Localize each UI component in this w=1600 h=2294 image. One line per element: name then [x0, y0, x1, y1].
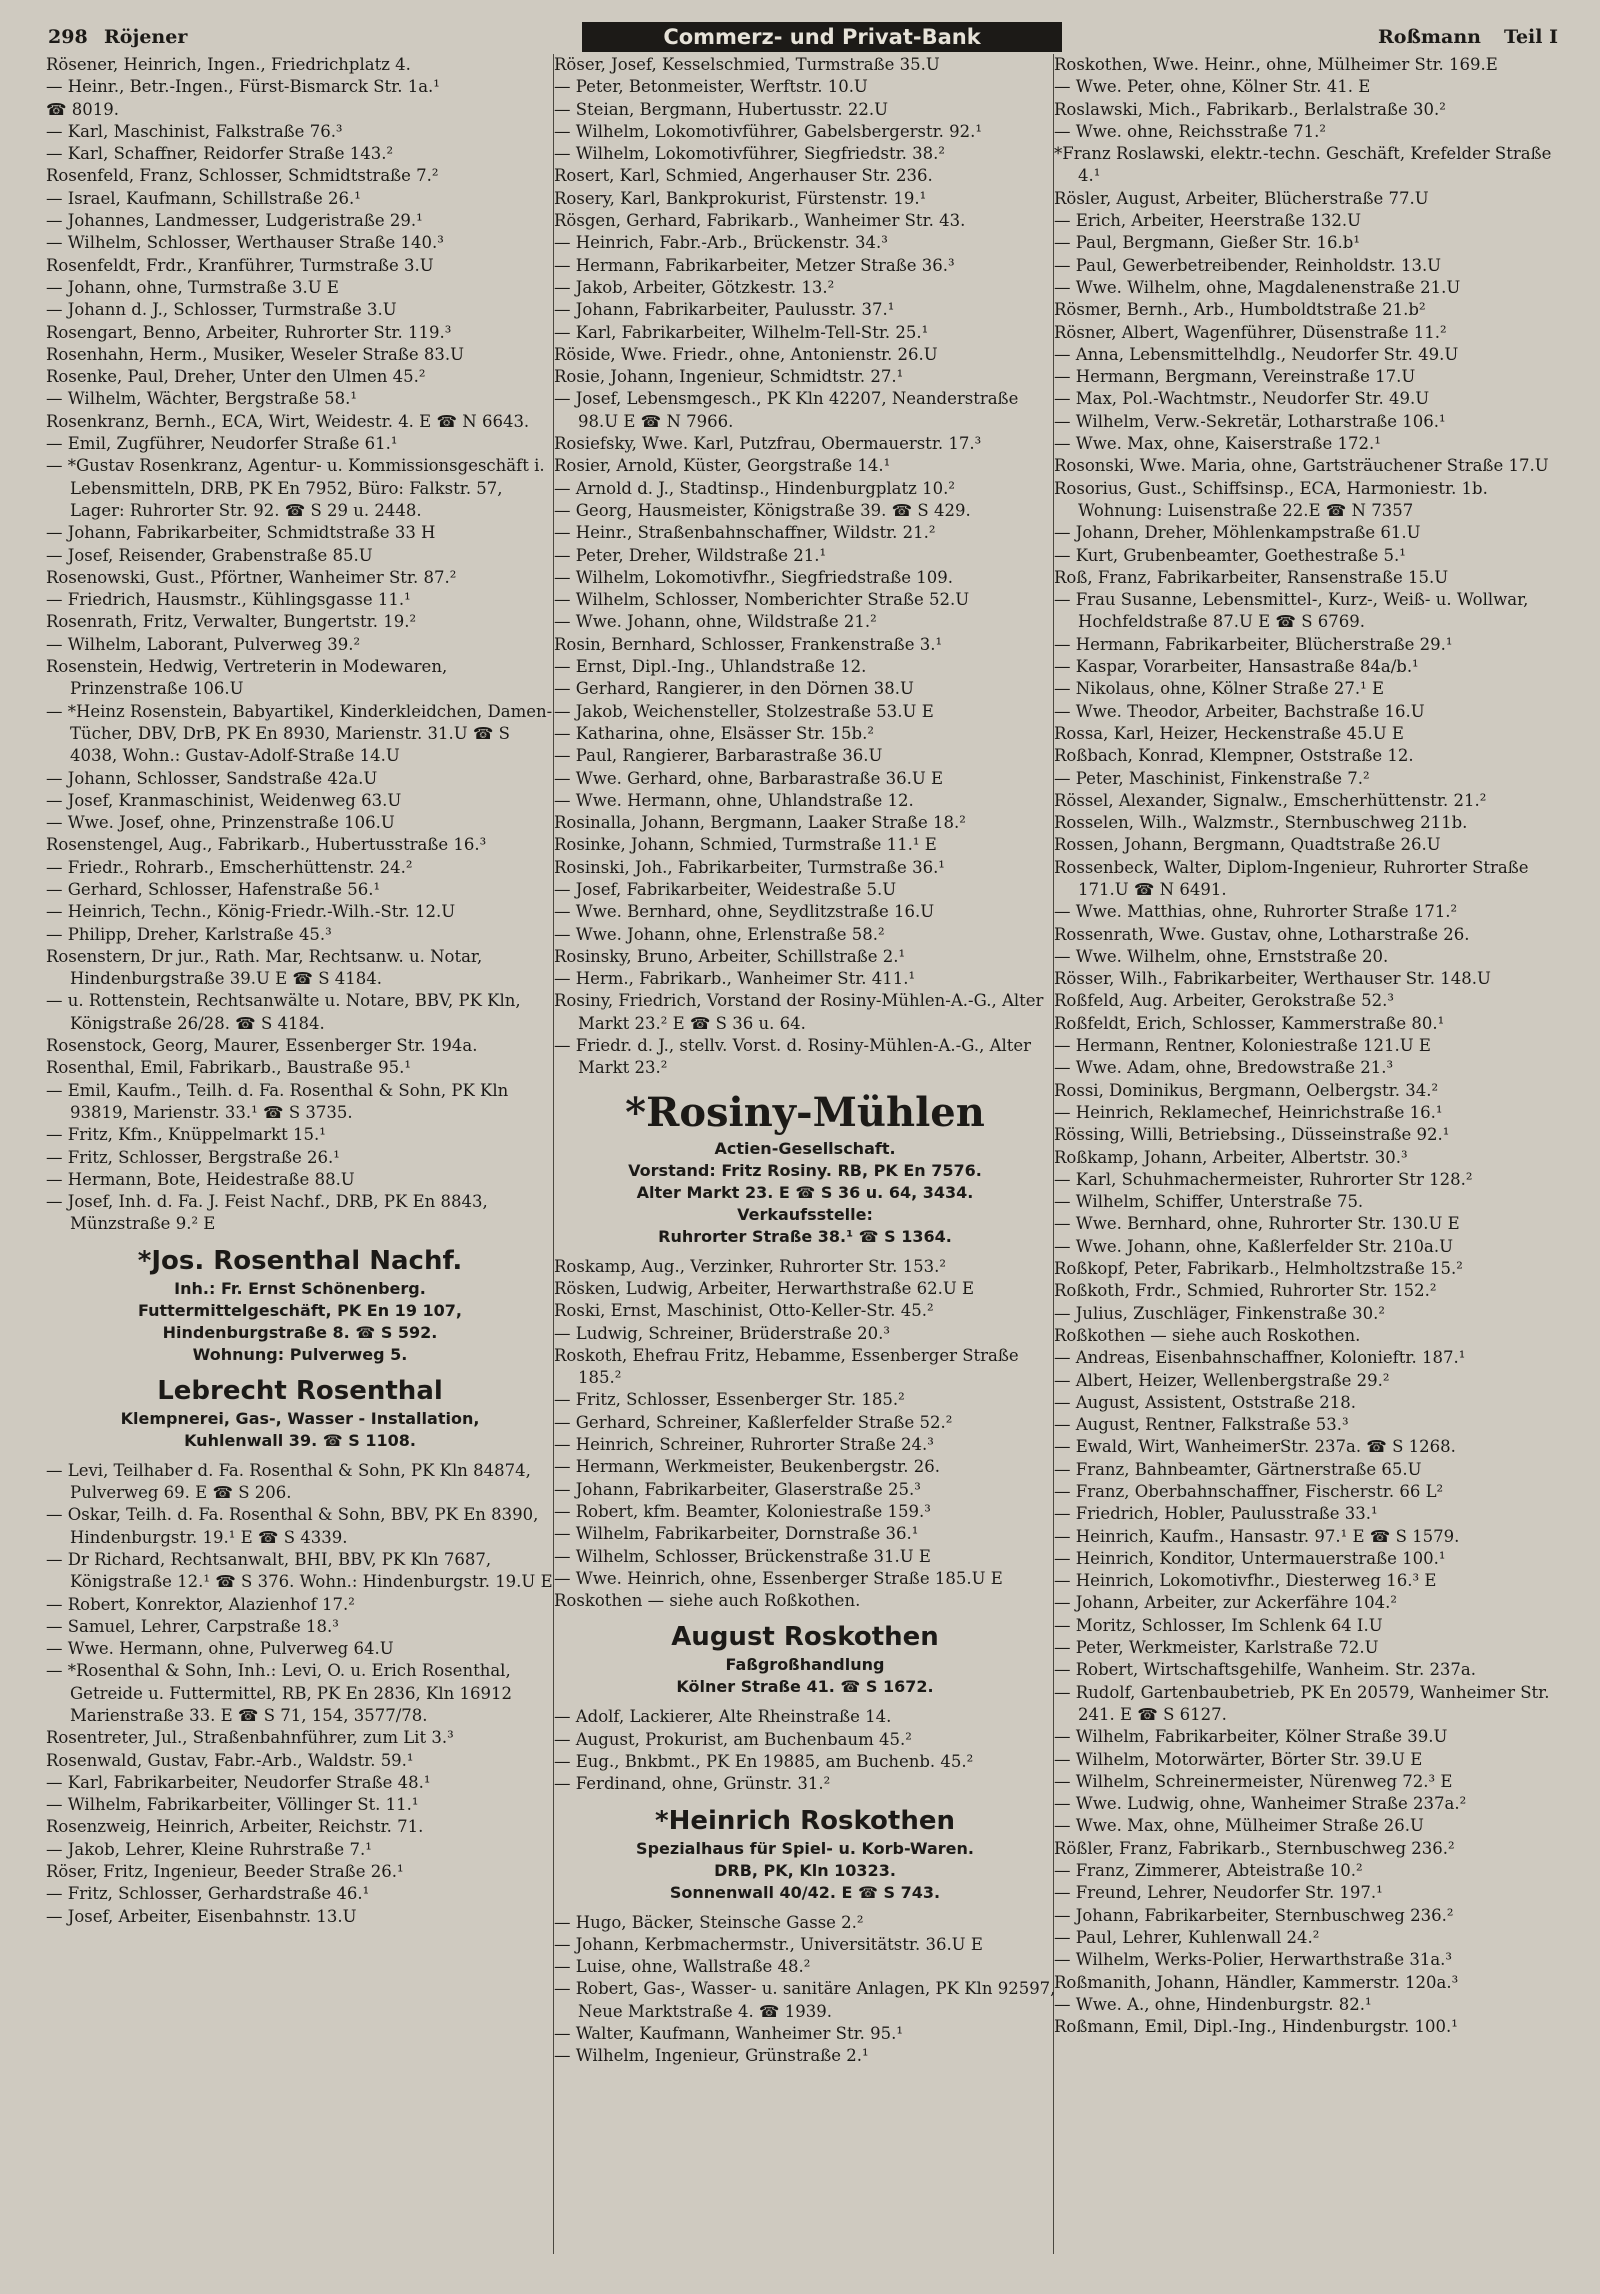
directory-entry: — Luise, ohne, Wallstraße 48.² [554, 1957, 811, 1977]
directory-entry: — Fritz, Schlosser, Gerhardstraße 46.¹ [46, 1884, 370, 1904]
directory-entry: — Wilhelm, Motorwärter, Börter Str. 39.U E [1054, 1749, 1423, 1769]
directory-entry: — Oskar, Teilh. d. Fa. Rosenthal & Sohn, BBV, PK En 8390, Hindenburgstr. 19.¹ E ☎ S 4339. [46, 1505, 539, 1547]
directory-entry: Rosenwald, Gustav, Fabr.-Arb., Waldstr. 59.¹ [46, 1750, 414, 1770]
directory-entry: — Fritz, Schlosser, Bergstraße 26.¹ [46, 1147, 340, 1167]
directory-entry: — Wwe. Johann, ohne, Kaßlerfelder Str. 210a.U [1054, 1236, 1453, 1256]
directory-entry: Roß, Franz, Fabrikarbeiter, Ransenstraße 15.U [1054, 567, 1449, 587]
ad-title: August Roskothen [671, 1622, 939, 1653]
directory-entry: — August, Assistent, Oststraße 218. [1054, 1392, 1357, 1412]
directory-entry: Rosin, Bernhard, Schlosser, Frankenstraße 3.¹ [554, 634, 943, 654]
directory-entry: — Wwe. A., ohne, Hindenburgstr. 82.¹ [1054, 1994, 1372, 2014]
directory-entry: — Robert, Gas-, Wasser- u. sanitäre Anlagen, PK Kln 92597, Neue Marktstraße 4. ☎ 1939. [554, 1979, 1056, 2021]
directory-entry: — Frau Susanne, Lebensmittel-, Kurz-, Weiß- u. Wollwar, Hochfeldstraße 87.U E ☎ S 6769. [1054, 590, 1529, 632]
directory-entry: Rosinsky, Bruno, Arbeiter, Schillstraße 2.¹ [554, 946, 906, 966]
directory-entry: — Herm., Fabrikarb., Wanheimer Str. 411.¹ [554, 969, 916, 989]
directory-entry: Roßkamp, Johann, Arbeiter, Albertstr. 30.³ [1054, 1147, 1408, 1167]
directory-entry: — Heinrich, Fabr.-Arb., Brückenstr. 34.³ [554, 233, 888, 253]
directory-entry: — Wwe. Theodor, Arbeiter, Bachstraße 16.U [1054, 701, 1425, 721]
directory-entry: — Andreas, Eisenbahnschaffner, Kolonieftr. 187.¹ [1054, 1348, 1466, 1368]
directory-entry: — Wwe. Peter, ohne, Kölner Str. 41. E [1054, 77, 1371, 97]
ad-line: Verkaufsstelle: [737, 1204, 873, 1224]
directory-entry: — Samuel, Lehrer, Carpstraße 18.³ [46, 1616, 339, 1636]
directory-entry: — Nikolaus, ohne, Kölner Straße 27.¹ E [1054, 679, 1384, 699]
directory-entry: — Heinrich, Konditor, Untermauerstraße 100.¹ [1054, 1548, 1446, 1568]
directory-entry: — Wilhelm, Ingenieur, Grünstraße 2.¹ [554, 2046, 869, 2066]
directory-entry: Rosenrath, Fritz, Verwalter, Bungertstr. 19.² [46, 612, 417, 632]
ad-line: Hindenburgstraße 8. ☎ S 592. [162, 1322, 438, 1342]
directory-entry: Roski, Ernst, Maschinist, Otto-Keller-Str. 45.² [554, 1301, 934, 1321]
directory-entry: — Johann, Dreher, Möhlenkampstraße 61.U [1054, 523, 1421, 543]
ad-title: Lebrecht Rosenthal [157, 1375, 443, 1406]
directory-entry: Rosenowski, Gust., Pförtner, Wanheimer Str. 87.² [46, 567, 457, 587]
directory-entry: Roßfeldt, Erich, Schlosser, Kammerstraße 80.¹ [1054, 1013, 1445, 1033]
ad-line: Kuhlenwall 39. ☎ S 1108. [184, 1430, 416, 1450]
ad-line: Inh.: Fr. Ernst Schönenberg. [174, 1278, 426, 1298]
directory-entry: — Arnold d. J., Stadtinsp., Hindenburgplatz 10.² [554, 478, 955, 498]
directory-entry: — Karl, Maschinist, Falkstraße 76.³ [46, 121, 343, 141]
directory-entry: — Josef, Inh. d. Fa. J. Feist Nachf., DRB, PK En 8843, Münzstraße 9.² E [46, 1192, 488, 1234]
directory-entry: — Josef, Reisender, Grabenstraße 85.U [46, 545, 373, 565]
directory-entry: — Wwe. Wilhelm, ohne, Magdalenenstraße 21.U [1054, 277, 1461, 297]
directory-entry: — Wwe. Max, ohne, Kaiserstraße 172.¹ [1054, 434, 1381, 454]
column-right [1054, 54, 1554, 2254]
directory-entry: — Heinrich, Lokomotivfhr., Diesterweg 16.³ E [1054, 1571, 1437, 1591]
directory-entry: — Friedr., Rohrarb., Emscherhüttenstr. 24.² [46, 857, 413, 877]
directory-entry: Rosonski, Wwe. Maria, ohne, Gartsträuchener Straße 17.U [1054, 456, 1549, 476]
directory-entry: — Peter, Betonmeister, Werftstr. 10.U [554, 77, 868, 97]
directory-entry: — Israel, Kaufmann, Schillstraße 26.¹ [46, 188, 361, 208]
directory-entry: — Johann, Fabrikarbeiter, Schmidtstraße 33 H [46, 523, 436, 543]
directory-entry: Rosier, Arnold, Küster, Georgstraße 14.¹ [554, 456, 891, 476]
directory-entry: — Johann, Kerbmachermstr., Universitätstr. 36.U E [554, 1934, 983, 1954]
directory-entry: Rosenfeldt, Frdr., Kranführer, Turmstraße 3.U [46, 255, 434, 275]
directory-entry: — Josef, Arbeiter, Eisenbahnstr. 13.U [46, 1906, 357, 1926]
directory-entry: — Hermann, Fabrikarbeiter, Blücherstraße 29.¹ [1054, 634, 1453, 654]
directory-entry: Roßmann, Emil, Dipl.-Ing., Hindenburgstr. 100.¹ [1054, 2017, 1458, 2037]
directory-entry: Rossenrath, Wwe. Gustav, ohne, Lotharstraße 26. [1054, 924, 1470, 944]
directory-entry: Röside, Wwe. Friedr., ohne, Antonienstr. 26.U [554, 344, 938, 364]
directory-entry: — Wilhelm, Fabrikarbeiter, Völlinger St. 11.¹ [46, 1795, 419, 1815]
directory-entry: Rösser, Wilh., Fabrikarbeiter, Werthauser Str. 148.U [1054, 969, 1491, 989]
directory-entry: — Levi, Teilhaber d. Fa. Rosenthal & Sohn, PK Kln 84874, Pulverweg 69. E ☎ S 206. [46, 1460, 531, 1503]
directory-entry: Röser, Josef, Kesselschmied, Turmstraße 35.U [554, 55, 940, 74]
directory-entry: Rossenbeck, Walter, Diplom-Ingenieur, Ruhrorter Straße 171.U ☎ N 6491. [1054, 857, 1529, 899]
ad-line: Wohnung: Pulverweg 5. [192, 1344, 408, 1364]
directory-entry: — Paul, Lehrer, Kuhlenwall 24.² [1054, 1927, 1320, 1947]
directory-entry: Rosenthal, Emil, Fabrikarb., Baustraße 95.¹ [46, 1058, 412, 1078]
directory-entry: — Wwe. Wilhelm, ohne, Ernststraße 20. [1054, 946, 1389, 966]
directory-entry: Rössing, Willi, Betriebsing., Düsseinstraße 92.¹ [1054, 1125, 1450, 1145]
page-header [48, 22, 1558, 56]
directory-entry: Rösken, Ludwig, Arbeiter, Herwarthstraße 62.U E [554, 1278, 975, 1298]
directory-entry: Rossa, Karl, Heizer, Heckenstraße 45.U E [1054, 723, 1404, 743]
directory-entry: — Paul, Gewerbetreibender, Reinholdstr. 13.U [1054, 255, 1442, 275]
directory-entry: — Wwe. Johann, ohne, Erlenstraße 58.² [554, 924, 885, 944]
directory-entry: — Hermann, Werkmeister, Beukenbergstr. 26. [554, 1457, 940, 1477]
directory-entry: — Ferdinand, ohne, Grünstr. 31.² [554, 1774, 831, 1794]
directory-entry: — Franz, Zimmerer, Abteistraße 10.² [1054, 1861, 1363, 1881]
directory-entry: *Franz Roslawski, elektr.-techn. Geschäft, Krefelder Straße 4.¹ [1054, 144, 1552, 186]
directory-entry: — Karl, Schaffner, Reidorfer Straße 143.² [46, 144, 394, 164]
page-number: 298 [48, 26, 88, 48]
ad-line: Sonnenwall 40/42. E ☎ S 743. [669, 1882, 941, 1902]
ad-line: Faßgroßhandlung [725, 1655, 885, 1675]
directory-entry: — Jakob, Arbeiter, Götzkestr. 13.² [554, 277, 835, 297]
directory-entry: Rosenstengel, Aug., Fabrikarb., Hubertusstraße 16.³ [46, 835, 487, 855]
directory-entry: — Hermann, Bote, Heidestraße 88.U [46, 1169, 355, 1189]
bank-banner: Commerz- und Privat-Bank [582, 22, 1062, 52]
directory-entry: — Emil, Zugführer, Neudorfer Straße 61.¹ [46, 434, 398, 454]
directory-entry: Rösner, Albert, Wagenführer, Düsenstraße 11.² [1054, 322, 1447, 342]
directory-entry: Rosenke, Paul, Dreher, Unter den Ulmen 45.² [46, 367, 426, 387]
directory-entry: — Paul, Bergmann, Gießer Str. 16.b¹ [1054, 233, 1360, 253]
directory-entry: — Heinr., Betr.-Ingen., Fürst-Bismarck Str. 1a.¹ [46, 77, 440, 97]
directory-entry: Rössel, Alexander, Signalw., Emscherhüttenstr. 21.² [1054, 790, 1487, 810]
directory-entry: Rösmer, Bernh., Arb., Humboldtstraße 21.b² [1054, 300, 1426, 320]
directory-entry: Roßmanith, Johann, Händler, Kammerstr. 120a.³ [1054, 1972, 1459, 1992]
directory-entry: — Robert, kfm. Beamter, Koloniestraße 159.³ [554, 1501, 931, 1521]
directory-entry: Roskamp, Aug., Verzinker, Ruhrorter Str. 153.² [554, 1256, 946, 1276]
directory-entry: — Wwe. Matthias, ohne, Ruhrorter Straße 171.² [1054, 902, 1458, 922]
directory-entry: — Wilhelm, Schlosser, Brückenstraße 31.U E [554, 1546, 931, 1566]
directory-entry: Rossi, Dominikus, Bergmann, Oelbergstr. 34.² [1054, 1080, 1439, 1100]
directory-entry: — Eug., Bnkbmt., PK En 19885, am Buchenb. 45.² [554, 1752, 974, 1771]
directory-entry: — Wilhelm, Fabrikarbeiter, Dornstraße 36.¹ [554, 1524, 919, 1544]
directory-entry: Rösler, August, Arbeiter, Blücherstraße 77.U [1054, 188, 1429, 208]
directory-entry: — Albert, Heizer, Wellenbergstraße 29.² [1054, 1370, 1390, 1390]
ad-line: Vorstand: Fritz Rosiny. RB, PK En 7576. [628, 1160, 982, 1180]
directory-entry: Rosiny, Friedrich, Vorstand der Rosiny-Mühlen-A.-G., Alter Markt 23.² E ☎ S 36 u. 64. [554, 991, 1044, 1033]
directory-entry: — Wilhelm, Verw.-Sekretär, Lotharstraße 106.¹ [1054, 411, 1446, 431]
directory-entry: Rosenhahn, Herm., Musiker, Weseler Straße 83.U [46, 344, 465, 364]
directory-entry: — Wwe. ohne, Reichsstraße 71.² [1054, 121, 1327, 141]
ad-line: DRB, PK, Kln 10323. [714, 1860, 896, 1880]
directory-entry: — Johann, ohne, Turmstraße 3.U E [46, 277, 339, 297]
directory-entry: — Wwe. Hermann, ohne, Pulverweg 64.U [46, 1639, 394, 1659]
section-label: Teil I [1504, 26, 1558, 48]
directory-entry: — Wilhelm, Fabrikarbeiter, Kölner Straße 39.U [1054, 1727, 1448, 1747]
directory-entry: — Wilhelm, Lokomotivfhr., Siegfriedstraße 109. [554, 567, 954, 587]
directory-entry: — Wwe. Heinrich, ohne, Essenberger Straße 185.U E [554, 1568, 1003, 1588]
directory-entry: — Johann, Fabrikarbeiter, Sternbuschweg 236.² [1054, 1905, 1454, 1925]
directory-entry: — Kaspar, Vorarbeiter, Hansastraße 84a/b.¹ [1054, 657, 1419, 677]
directory-entry: — Wwe. Adam, ohne, Bredowstraße 21.³ [1054, 1058, 1394, 1078]
ad-line: Spezialhaus für Spiel- u. Korb-Waren. [636, 1838, 974, 1858]
directory-entry: — Heinr., Straßenbahnschaffner, Wildstr. 21.² [554, 523, 936, 543]
directory-entry: — Wilhelm, Laborant, Pulverweg 39.² [46, 634, 361, 654]
directory-entry: — Ernst, Dipl.-Ing., Uhlandstraße 12. [554, 657, 867, 677]
ad-title: *Rosiny-Mühlen [625, 1088, 985, 1136]
directory-entry: — Paul, Rangierer, Barbarastraße 36.U [554, 746, 883, 766]
directory-entry: — Kurt, Grubenbeamter, Goethestraße 5.¹ [1054, 545, 1406, 565]
directory-entry: — Wwe. Johann, ohne, Wildstraße 21.² [554, 612, 877, 632]
directory-entry: — Karl, Fabrikarbeiter, Neudorfer Straße 48.¹ [46, 1772, 431, 1792]
directory-entry: Rosenfeld, Franz, Schlosser, Schmidtstraße 7.² [46, 166, 439, 186]
directory-entry: Rosenstock, Georg, Maurer, Essenberger Str. 194a. [46, 1036, 478, 1056]
directory-entry: Rossen, Johann, Bergmann, Quadtstraße 26.U [1054, 835, 1441, 855]
directory-entry: — August, Rentner, Falkstraße 53.³ [1054, 1415, 1349, 1435]
directory-entry: — Friedrich, Hobler, Paulusstraße 33.¹ [1054, 1504, 1378, 1524]
directory-entry: — Gerhard, Schreiner, Kaßlerfelder Straße 52.² [554, 1412, 953, 1432]
right-catchword: Roßmann [1378, 26, 1481, 48]
directory-entry: Rösgen, Gerhard, Fabrikarb., Wanheimer Str. 43. [554, 211, 966, 231]
directory-entry: — Karl, Schuhmachermeister, Ruhrorter Str 128.² [1054, 1169, 1473, 1189]
directory-entry: — Peter, Maschinist, Finkenstraße 7.² [1054, 768, 1370, 788]
directory-entry: — Peter, Dreher, Wildstraße 21.¹ [554, 545, 827, 565]
directory-entry: — Adolf, Lackierer, Alte Rheinstraße 14. [554, 1707, 892, 1727]
directory-entry: — Dr Richard, Rechtsanwalt, BHI, BBV, PK Kln 7687, Königstraße 12.¹ ☎ S 376. Wohn.: Hindenburgstr. 19.U E [46, 1549, 553, 1592]
ad-line: Actien-Gesellschaft. [714, 1138, 896, 1158]
directory-entry: Rosinke, Johann, Schmied, Turmstraße 11.¹ E [554, 835, 937, 855]
directory-entry: — Gerhard, Rangierer, in den Dörnen 38.U [554, 679, 914, 699]
ad-line: Kölner Straße 41. ☎ S 1672. [676, 1677, 934, 1697]
directory-entry: Roßkothen — siehe auch Roskothen. [1054, 1325, 1361, 1345]
directory-entry: — Moritz, Schlosser, Im Schlenk 64 I.U [1054, 1615, 1383, 1635]
directory-entry: — Johann, Fabrikarbeiter, Paulusstr. 37.¹ [554, 300, 895, 320]
directory-entry: Rößler, Franz, Fabrikarb., Sternbuschweg 236.² [1054, 1838, 1455, 1858]
directory-entry: — Johannes, Landmesser, Ludgeristraße 29.¹ [46, 211, 423, 231]
directory-entry: — Anna, Lebensmittelhdlg., Neudorfer Str. 49.U [1054, 344, 1459, 364]
directory-entry: — Wilhelm, Schlosser, Nomberichter Straße 52.U [554, 590, 970, 610]
directory-entry: — Wilhelm, Schlosser, Werthauser Straße 140.³ [46, 233, 444, 253]
directory-entry: Roskothen, Wwe. Heinr., ohne, Mülheimer Str. 169.E [1054, 55, 1498, 74]
directory-entry: — Ludwig, Schreiner, Brüderstraße 20.³ [554, 1323, 890, 1343]
directory-entry: Rosenstern, Dr jur., Rath. Mar, Rechtsanw. u. Notar, Hindenburgstraße 39.U E ☎ S 4184. [46, 946, 483, 989]
directory-entry: Roslawski, Mich., Fabrikarb., Berlalstraße 30.² [1054, 99, 1446, 119]
ad-line: Klempnerei, Gas-, Wasser - Installation, [120, 1408, 480, 1428]
ad-line: Alter Markt 23. E ☎ S 36 u. 64, 3434. [636, 1182, 974, 1202]
ad-title: *Heinrich Roskothen [654, 1805, 955, 1836]
directory-entry: — Johann, Fabrikarbeiter, Glaserstraße 25.³ [554, 1479, 921, 1499]
ad-line: Futtermittelgeschäft, PK En 19 107, [137, 1300, 462, 1320]
directory-entry: — *Gustav Rosenkranz, Agentur- u. Kommissionsgeschäft i. Lebensmitteln, DRB, PK En 7952, Büro: Falkstr. 57, Lager: Ruhrorter Str. 92. ☎ S 29 u. 2448. [46, 456, 545, 520]
directory-entry: — Freund, Lehrer, Neudorfer Str. 197.¹ [1054, 1883, 1383, 1903]
directory-entry: Rosenkranz, Bernh., ECA, Wirt, Weidestr. 4. E ☎ N 6643. [46, 411, 530, 431]
directory-entry: — Hugo, Bäcker, Steinsche Gasse 2.² [554, 1912, 864, 1932]
directory-entry: — Josef, Lebensmgesch., PK Kln 42207, Neanderstraße 98.U E ☎ N 7966. [554, 389, 1019, 431]
directory-entry: Roßkoth, Frdr., Schmied, Ruhrorter Str. 152.² [1054, 1281, 1437, 1301]
directory-entry: — Philipp, Dreher, Karlstraße 45.³ [46, 924, 332, 944]
directory-entry: — Wwe. Max, ohne, Mülheimer Straße 26.U [1054, 1816, 1424, 1836]
directory-entry: ☎ 8019. [46, 99, 120, 119]
directory-entry: Rosselen, Wilh., Walzmstr., Sternbuschweg 211b. [1054, 813, 1468, 833]
directory-entry: Roßkopf, Peter, Fabrikarb., Helmholtzstraße 15.² [1054, 1259, 1463, 1279]
directory-entry: — Robert, Konrektor, Alazienhof 17.² [46, 1594, 355, 1614]
directory-entry: — Friedrich, Hausmstr., Kühlingsgasse 11.¹ [46, 590, 411, 610]
directory-entry: — Ewald, Wirt, WanheimerStr. 237a. ☎ S 1268. [1054, 1437, 1456, 1457]
column-left [46, 54, 554, 2254]
advertisement-block [554, 1804, 1056, 1904]
directory-entry: Rosengart, Benno, Arbeiter, Ruhrorter Str. 119.³ [46, 322, 452, 342]
left-catchword: Röjener [104, 26, 188, 48]
directory-entry: — Fritz, Schlosser, Essenberger Str. 185.² [554, 1390, 905, 1410]
advertisement-block [554, 1088, 1056, 1248]
directory-entry: — Katharina, ohne, Elsässer Str. 15b.² [554, 723, 874, 743]
directory-entry: — Wilhelm, Lokomotivführer, Gabelsbergerstr. 92.¹ [554, 121, 983, 141]
directory-entry: — Jakob, Lehrer, Kleine Ruhrstraße 7.¹ [46, 1839, 372, 1859]
directory-entry: — Gerhard, Schlosser, Hafenstraße 56.¹ [46, 879, 381, 899]
directory-entry: — *Rosenthal & Sohn, Inh.: Levi, O. u. Erich Rosenthal, Getreide u. Futtermittel, RB, PK En 2836, Kln 16912 Marienstraße 33. E ☎ S 71, 154, 3577/78. [46, 1661, 512, 1725]
directory-entry: Rosorius, Gust., Schiffsinsp., ECA, Harmoniestr. 1b. Wohnung: Luisenstraße 22.E ☎ N 7357 [1054, 478, 1488, 520]
directory-entry: — Franz, Oberbahnschaffner, Fischerstr. 66 L² [1054, 1482, 1444, 1501]
directory-entry: — Rudolf, Gartenbaubetrieb, PK En 20579, Wanheimer Str. 241. E ☎ S 6127. [1054, 1682, 1550, 1724]
directory-entry: — Wilhelm, Werks-Polier, Herwarthstraße 31a.³ [1054, 1950, 1453, 1970]
directory-entry: — Wwe. Josef, ohne, Prinzenstraße 106.U [46, 813, 395, 833]
directory-entry: Rosenzweig, Heinrich, Arbeiter, Reichstr. 71. [46, 1817, 424, 1837]
directory-entry: — Heinrich, Schreiner, Ruhrorter Straße 24.³ [554, 1435, 934, 1455]
advertisement-block [46, 1244, 554, 1366]
directory-entry: — Franz, Bahnbeamter, Gärtnerstraße 65.U [1054, 1459, 1422, 1479]
directory-entry: — August, Prokurist, am Buchenbaum 45.² [554, 1729, 912, 1749]
directory-entry: Rosenstein, Hedwig, Vertreterin in Modewaren, Prinzenstraße 106.U [46, 657, 448, 699]
directory-entry: Roßbach, Konrad, Klempner, Oststraße 12. [1054, 746, 1414, 766]
directory-entry: Rosentreter, Jul., Straßenbahnführer, zum Lit 3.³ [46, 1728, 454, 1748]
directory-entry: — Johann, Arbeiter, zur Ackerfähre 104.² [1054, 1593, 1397, 1613]
directory-entry: — Heinrich, Reklamechef, Heinrichstraße 16.¹ [1054, 1102, 1443, 1122]
directory-entry: — Max, Pol.-Wachtmstr., Neudorfer Str. 49.U [1054, 389, 1430, 409]
directory-entry: — Wilhelm, Schreinermeister, Nürenweg 72.³ E [1054, 1771, 1453, 1791]
directory-entry: — u. Rottenstein, Rechtsanwälte u. Notare, BBV, PK Kln, Königstraße 26/28. ☎ S 4184. [46, 991, 521, 1033]
directory-entry: — Wilhelm, Wächter, Bergstraße 58.¹ [46, 389, 358, 409]
directory-entry: — Hermann, Rentner, Koloniestraße 121.U E [1054, 1036, 1431, 1056]
directory-entry: Röser, Fritz, Ingenieur, Beeder Straße 26.¹ [46, 1862, 404, 1882]
column-middle [554, 54, 1056, 2254]
advertisement-block [46, 1374, 554, 1452]
ad-line: Ruhrorter Straße 38.¹ ☎ S 1364. [658, 1226, 952, 1246]
directory-entry: — *Heinz Rosenstein, Babyartikel, Kinderkleidchen, Damen-Tücher, DBV, DrB, PK En 8930, Marienstr. 31.U ☎ S 4038, Wohn.: Gustav-Adolf-Straße 14.U [46, 701, 553, 766]
directory-entry: — Fritz, Kfm., Knüppelmarkt 15.¹ [46, 1125, 326, 1145]
directory-entry: — Jakob, Weichensteller, Stolzestraße 53.U E [554, 701, 934, 721]
directory-entry: — Heinrich, Techn., König-Friedr.-Wilh.-Str. 12.U [46, 902, 456, 922]
directory-entry: — Josef, Fabrikarbeiter, Weidestraße 5.U [554, 879, 897, 899]
directory-entry: — Wwe. Hermann, ohne, Uhlandstraße 12. [554, 790, 914, 810]
directory-entry: — Robert, Wirtschaftsgehilfe, Wanheim. Str. 237a. [1054, 1660, 1477, 1680]
directory-entry: — Friedr. d. J., stellv. Vorst. d. Rosiny-Mühlen-A.-G., Alter Markt 23.² [554, 1036, 1032, 1078]
directory-entry: — Hermann, Bergmann, Vereinstraße 17.U [1054, 367, 1416, 387]
directory-entry: — Wwe. Ludwig, ohne, Wanheimer Straße 237a.² [1054, 1794, 1467, 1814]
directory-entry: — Erich, Arbeiter, Heerstraße 132.U [1054, 211, 1361, 231]
directory-entry: — Walter, Kaufmann, Wanheimer Str. 95.¹ [554, 2024, 904, 2044]
directory-entry: — Wilhelm, Schiffer, Unterstraße 75. [1054, 1192, 1364, 1212]
directory-entry: — Peter, Werkmeister, Karlstraße 72.U [1054, 1638, 1379, 1658]
directory-entry: Rösener, Heinrich, Ingen., Friedrichplatz 4. [46, 55, 411, 74]
advertisement-block [554, 1620, 1056, 1698]
directory-entry: — Wilhelm, Lokomotivführer, Siegfriedstr. 38.² [554, 144, 946, 164]
directory-entry: Rosie, Johann, Ingenieur, Schmidtstr. 27.¹ [554, 367, 904, 387]
directory-entry: — Georg, Hausmeister, Königstraße 39. ☎ S 429. [554, 500, 971, 520]
directory-entry: — Emil, Kaufm., Teilh. d. Fa. Rosenthal & Sohn, PK Kln 93819, Marienstr. 33.¹ ☎ S 3735. [46, 1080, 509, 1122]
directory-entry: Rosery, Karl, Bankprokurist, Fürstenstr. 19.¹ [554, 188, 927, 208]
directory-entry: — Wwe. Bernhard, ohne, Ruhrorter Str. 130.U E [1054, 1214, 1460, 1234]
directory-entry: — Johann, Schlosser, Sandstraße 42a.U [46, 768, 378, 788]
ad-title: *Jos. Rosenthal Nachf. [137, 1245, 463, 1276]
directory-entry: Rosert, Karl, Schmied, Angerhauser Str. 236. [554, 166, 933, 186]
directory-entry: — Karl, Fabrikarbeiter, Wilhelm-Tell-Str. 25.¹ [554, 322, 929, 342]
directory-entry: — Heinrich, Kaufm., Hansastr. 97.¹ E ☎ S 1579. [1054, 1526, 1460, 1546]
directory-entry: — Wwe. Gerhard, ohne, Barbarastraße 36.U E [554, 768, 944, 788]
directory-entry: — Wwe. Bernhard, ohne, Seydlitzstraße 16.U [554, 902, 935, 922]
directory-entry: — Steian, Bergmann, Hubertusstr. 22.U [554, 99, 889, 119]
directory-entry: — Hermann, Fabrikarbeiter, Metzer Straße 36.³ [554, 255, 955, 275]
directory-entry: Rosinski, Joh., Fabrikarbeiter, Turmstraße 36.¹ [554, 857, 945, 877]
directory-entry: Rosiefsky, Wwe. Karl, Putzfrau, Obermauerstr. 17.³ [554, 434, 982, 454]
directory-entry: Roskothen — siehe auch Roßkothen. [554, 1591, 861, 1611]
directory-entry: Roßfeld, Aug. Arbeiter, Gerokstraße 52.³ [1054, 991, 1395, 1011]
directory-entry: — Josef, Kranmaschinist, Weidenweg 63.U [46, 790, 402, 810]
directory-entry: Rosinalla, Johann, Bergmann, Laaker Straße 18.² [554, 813, 966, 833]
directory-entry: — Johann d. J., Schlosser, Turmstraße 3.U [46, 300, 397, 320]
directory-entry: — Julius, Zuschläger, Finkenstraße 30.² [1054, 1303, 1386, 1323]
directory-entry: Roskoth, Ehefrau Fritz, Hebamme, Essenberger Straße 185.² [554, 1345, 1019, 1388]
